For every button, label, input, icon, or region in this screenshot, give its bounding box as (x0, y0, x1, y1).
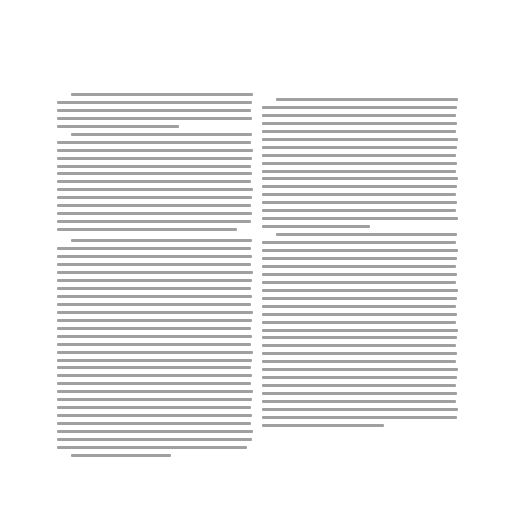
text-line (57, 204, 251, 207)
text-line (262, 392, 457, 395)
text-line (57, 287, 251, 290)
text-line (57, 438, 252, 441)
text-line (262, 336, 457, 339)
text-line (262, 329, 458, 332)
text-line (262, 162, 457, 165)
text-line (262, 297, 457, 300)
text-line (71, 133, 252, 136)
text-line (262, 416, 457, 419)
text-line (262, 138, 458, 141)
text-line (57, 196, 252, 199)
text-line (276, 233, 457, 236)
text-line (57, 311, 253, 314)
text-line (262, 321, 456, 324)
text-line (57, 220, 251, 223)
text-line (57, 398, 252, 401)
text-line (57, 188, 253, 191)
text-line (57, 172, 252, 175)
text-line (262, 289, 458, 292)
text-line (57, 295, 252, 298)
text-line (57, 149, 253, 152)
text-line (57, 247, 251, 250)
text-line (262, 305, 456, 308)
text-line (262, 408, 458, 411)
text-line (262, 368, 458, 371)
text-line (57, 165, 251, 168)
text-line (57, 279, 252, 282)
text-line (262, 400, 456, 403)
text-line (57, 101, 252, 104)
text-line (262, 177, 458, 180)
text-line (57, 180, 251, 183)
text-line (57, 125, 179, 128)
text-line (262, 154, 456, 157)
text-line (57, 390, 253, 393)
text-line (262, 217, 458, 220)
text-line (262, 257, 457, 260)
text-line (262, 360, 456, 363)
text-line (262, 114, 456, 117)
text-line (262, 344, 456, 347)
text-line (57, 303, 251, 306)
text-line (276, 98, 458, 101)
text-line (262, 193, 456, 196)
text-line (262, 106, 457, 109)
text-line (262, 265, 456, 268)
text-line (71, 454, 171, 457)
text-line (71, 93, 253, 96)
text-line (262, 185, 457, 188)
text-line (57, 374, 252, 377)
text-line (57, 327, 251, 330)
text-line (57, 406, 251, 409)
text-line (57, 422, 251, 425)
text-line (57, 430, 253, 433)
text-line (57, 351, 253, 354)
text-line (262, 313, 457, 316)
text-line (57, 446, 247, 449)
text-line (57, 157, 252, 160)
text-line (262, 273, 457, 276)
text-line (57, 117, 252, 120)
text-line (262, 376, 457, 379)
text-line (57, 228, 237, 231)
text-line (57, 212, 252, 215)
text-line (57, 271, 253, 274)
text-line (57, 263, 251, 266)
text-line (262, 352, 457, 355)
text-line (57, 109, 251, 112)
text-line (262, 130, 456, 133)
text-line (57, 359, 252, 362)
text-line (71, 239, 252, 242)
text-line (262, 249, 458, 252)
text-line (57, 255, 252, 258)
text-line (57, 319, 252, 322)
text-line (262, 424, 384, 427)
text-line (262, 170, 456, 173)
text-line (262, 384, 456, 387)
text-line (262, 281, 456, 284)
text-line (57, 366, 251, 369)
text-line (57, 141, 251, 144)
text-line (57, 382, 251, 385)
text-line (262, 209, 456, 212)
text-line (57, 414, 252, 417)
text-line (57, 335, 252, 338)
text-line (262, 241, 456, 244)
text-line (262, 201, 457, 204)
text-line (262, 122, 457, 125)
text-line (262, 146, 457, 149)
text-line (57, 343, 251, 346)
text-line (262, 225, 370, 228)
